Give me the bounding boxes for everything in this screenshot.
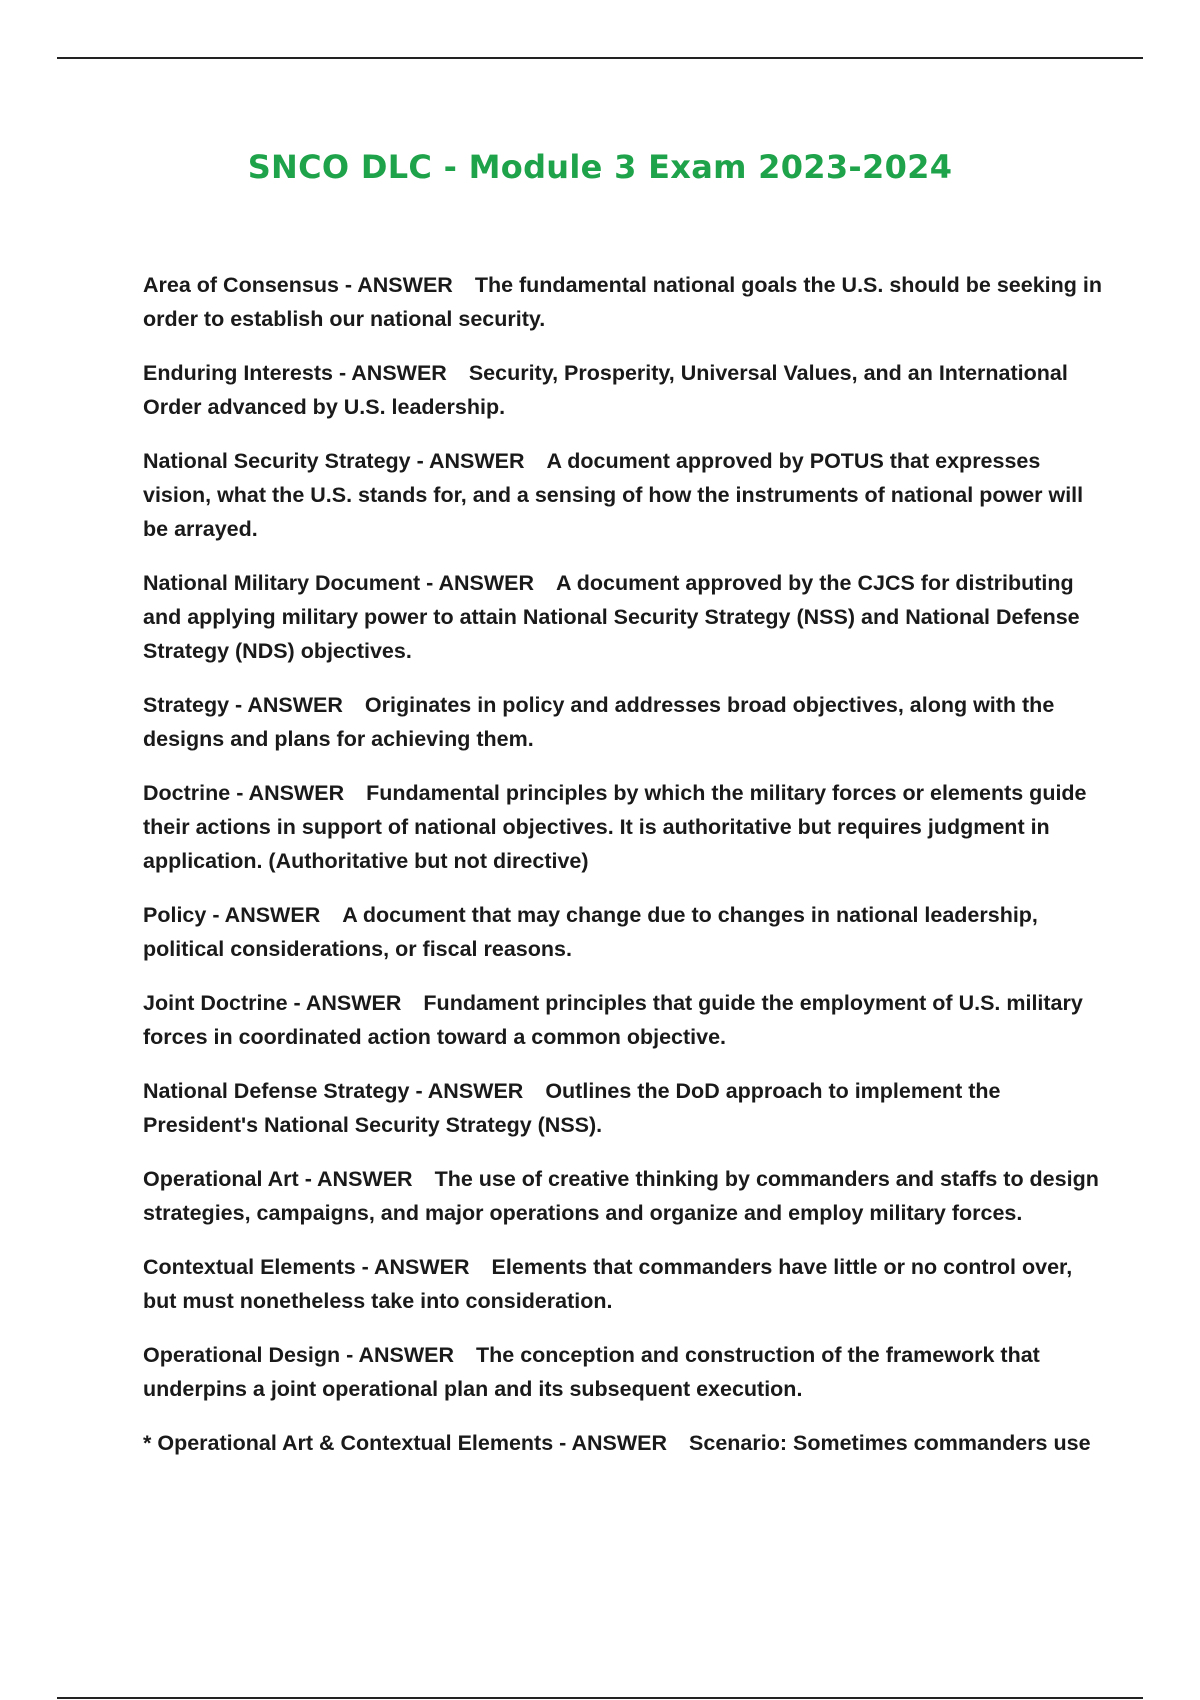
qa-definition: A document approved by POTUS that expresses vision, what the U.S. stands for, and a sensing of how the instruments of national power will be arrayed. — [143, 449, 1084, 541]
qa-term: Contextual Elements — [143, 1255, 356, 1279]
qa-definition: Elements that commanders have little or no control over, but must nonetheless take into consideration. — [143, 1255, 1073, 1313]
qa-definition: Fundamental principles by which the military forces or elements guide their actions in support of national objectives. It is authoritative but requires judgment in application. (Authoritative but not directive) — [143, 781, 1087, 873]
answer-label: - ANSWER — [236, 781, 345, 805]
qa-definition: Originates in policy and addresses broad objectives, along with the designs and plans for achieving them. — [143, 693, 1055, 751]
top-rule — [57, 57, 1143, 59]
qa-item-operational-art — [143, 1162, 1103, 1230]
answer-label: - ANSWER — [361, 1255, 470, 1279]
qa-item-joint-doctrine — [143, 986, 1103, 1054]
qa-definition: The use of creative thinking by commanders and staffs to design strategies, campaigns, and major operations and organize and employ military forces. — [143, 1167, 1099, 1225]
qa-term: * Operational Art & Contextual Elements — [143, 1431, 554, 1455]
qa-item-national-defense-strategy — [143, 1074, 1103, 1142]
answer-label: - ANSWER — [559, 1431, 668, 1455]
qa-item-operational-design — [143, 1338, 1103, 1406]
answer-label: - ANSWER — [426, 571, 535, 595]
qa-definition: Outlines the DoD approach to implement the President's National Security Strategy (NSS). — [143, 1079, 1001, 1137]
qa-term: Doctrine — [143, 781, 231, 805]
qa-item-strategy — [143, 688, 1103, 756]
answer-label: - ANSWER — [212, 903, 321, 927]
qa-term: Operational Art — [143, 1167, 299, 1191]
qa-item-enduring-interests — [143, 356, 1103, 424]
qa-definition: The fundamental national goals the U.S. should be seeking in order to establish our national security. — [143, 273, 1102, 331]
qa-definition: A document that may change due to changes in national leadership, political considerations, or fiscal reasons. — [143, 903, 1038, 961]
answer-label: - ANSWER — [415, 1079, 524, 1103]
qa-definition: The conception and construction of the framework that underpins a joint operational plan and its subsequent execution. — [143, 1343, 1040, 1401]
qa-term: National Security Strategy — [143, 449, 411, 473]
qa-term: National Defense Strategy — [143, 1079, 410, 1103]
qa-term: National Military Document — [143, 571, 421, 595]
answer-label: - ANSWER — [293, 991, 402, 1015]
qa-definition: A document approved by the CJCS for distributing and applying military power to attain National Security Strategy (NSS) and National Defense Strategy (NDS) objectives. — [143, 571, 1080, 663]
qa-item-contextual-elements — [143, 1250, 1103, 1318]
answer-label: - ANSWER — [235, 693, 343, 717]
qa-item-national-security-strategy — [143, 444, 1103, 546]
page-title: SNCO DLC - Module 3 Exam 2023-2024 — [247, 148, 953, 186]
answer-label: - ANSWER — [304, 1167, 413, 1191]
answer-label: - ANSWER — [416, 449, 525, 473]
answer-label: - ANSWER — [344, 273, 453, 297]
answer-label: - ANSWER — [346, 1343, 454, 1367]
qa-item-operational-art-contextual-elements — [143, 1426, 1103, 1460]
qa-term: Operational Design — [143, 1343, 341, 1367]
answer-label: - ANSWER — [338, 361, 447, 385]
qa-term: Policy — [143, 903, 207, 927]
qa-definition: Scenario: Sometimes commanders use — [689, 1431, 1091, 1455]
qa-term: Strategy — [143, 693, 230, 717]
qa-item-area-of-consensus — [143, 268, 1103, 336]
qa-term: Joint Doctrine — [143, 991, 288, 1015]
qa-term: Enduring Interests — [143, 361, 333, 385]
qa-item-policy — [143, 898, 1103, 966]
qa-term: Area of Consensus — [143, 273, 339, 297]
qa-item-doctrine — [143, 776, 1103, 878]
qa-definition: Security, Prosperity, Universal Values, and an International Order advanced by U.S. leadership. — [143, 361, 1068, 419]
bottom-rule — [57, 1697, 1143, 1699]
qa-definition: Fundament principles that guide the employment of U.S. military forces in coordinated action toward a common objective. — [143, 991, 1083, 1049]
qa-item-national-military-document — [143, 566, 1103, 668]
qa-list — [143, 268, 1103, 1480]
